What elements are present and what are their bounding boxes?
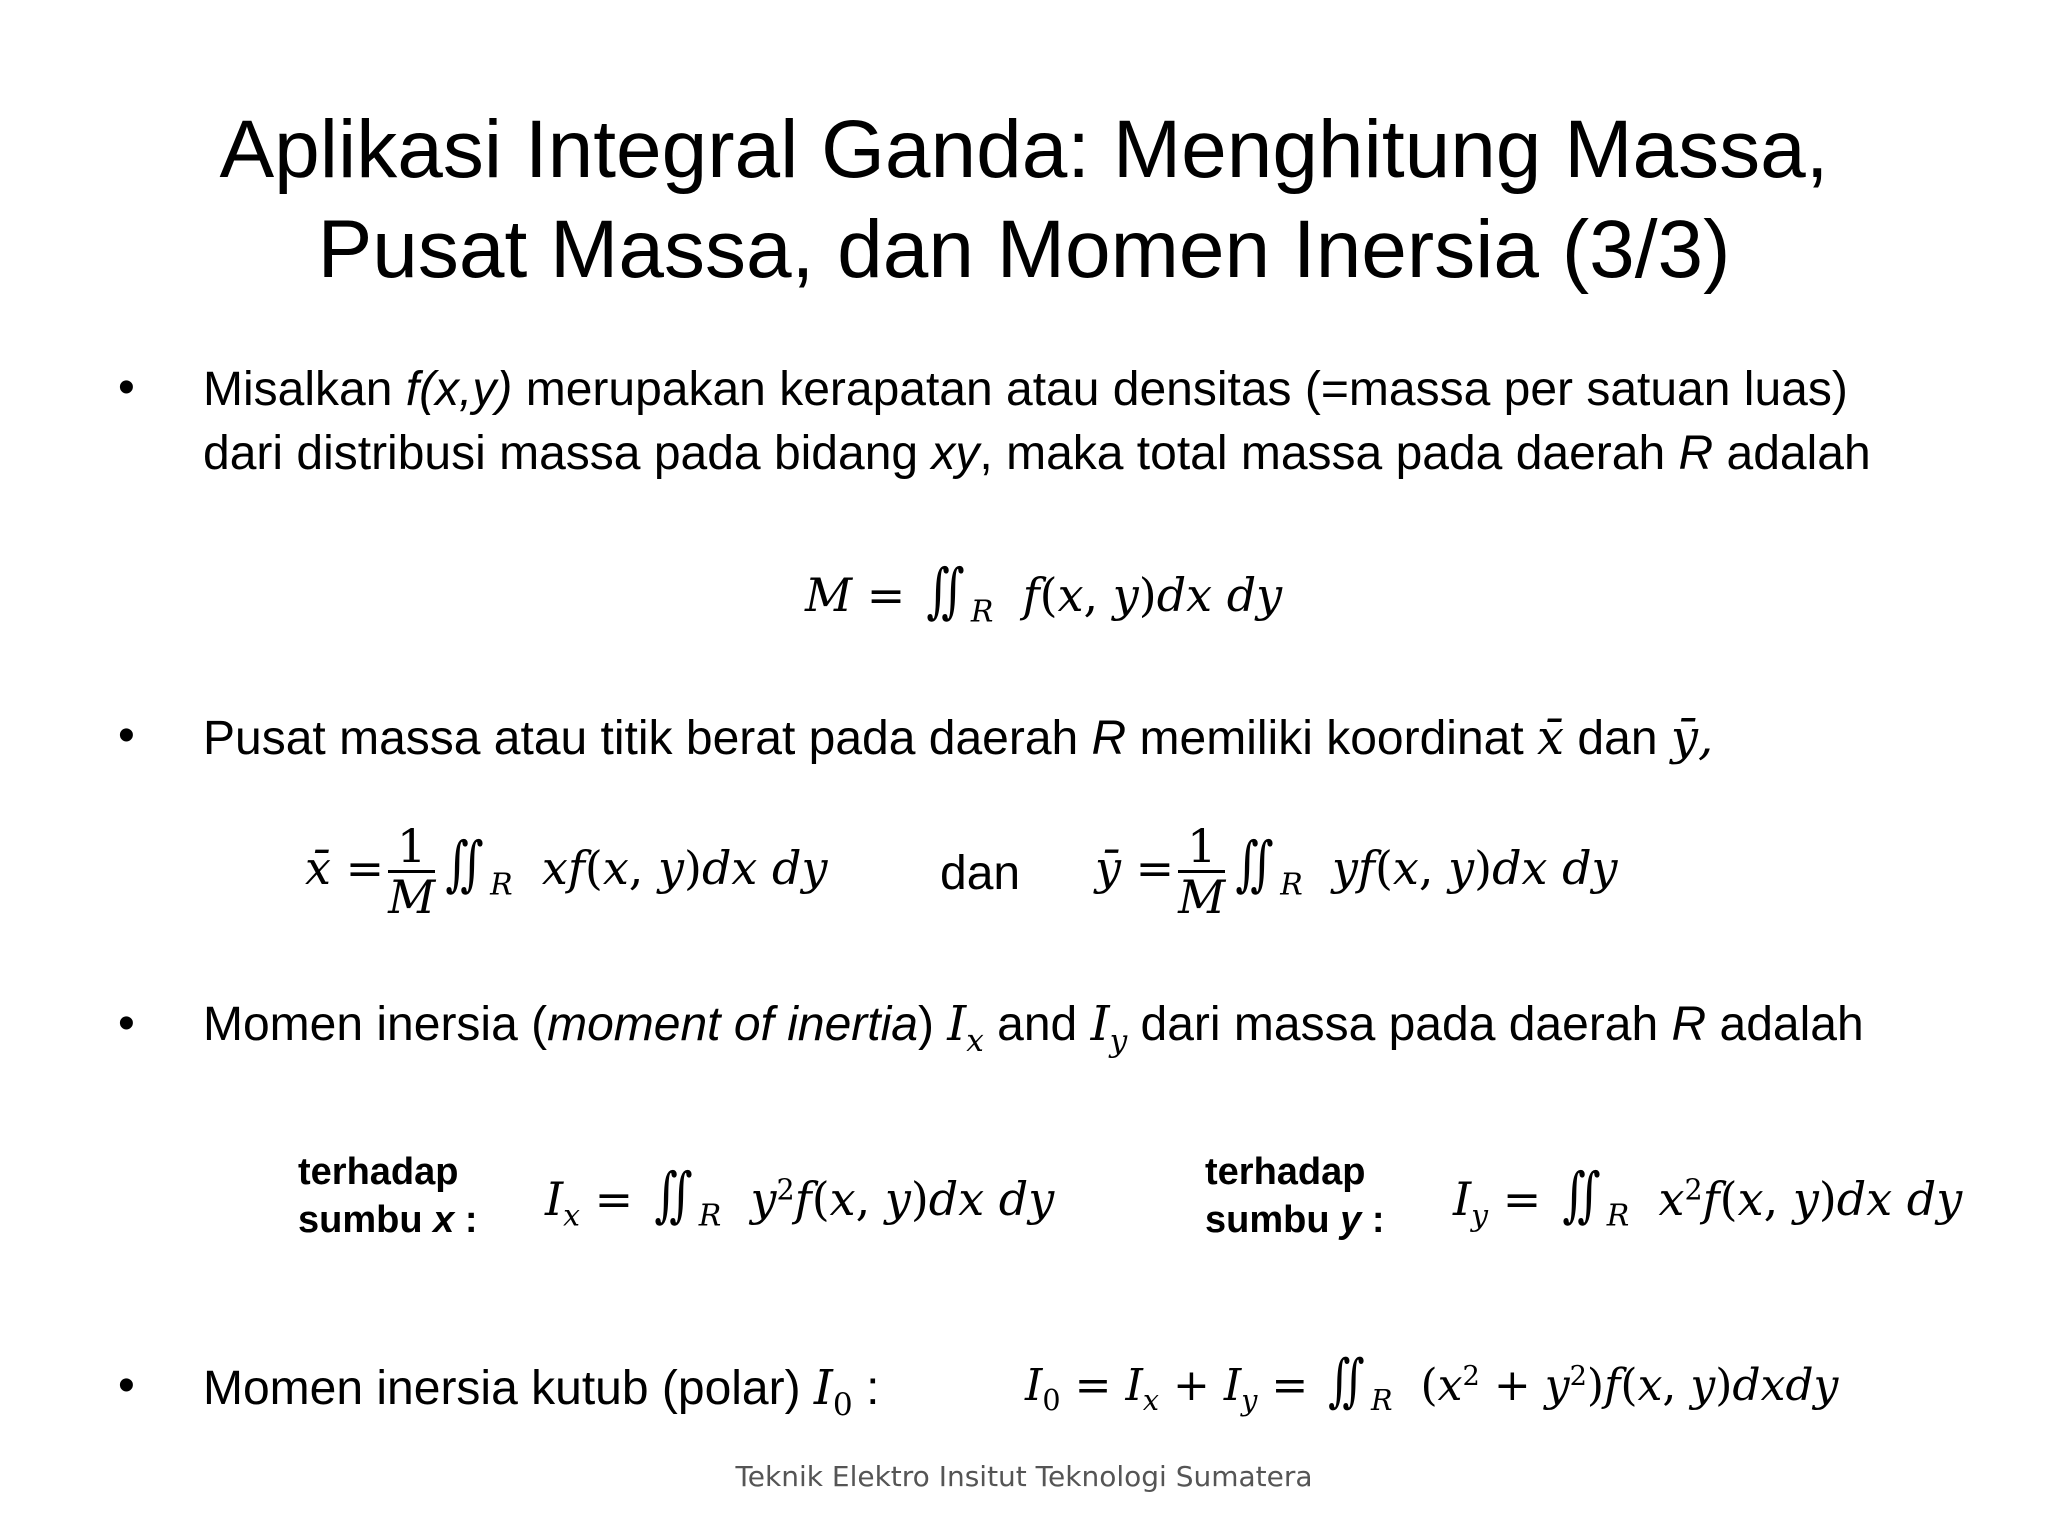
iy-formula: $I_y$ = ∬ $_R$ $x^2f(x$, y)dx dy <box>1453 1160 1963 1234</box>
bullet-3-dot: • <box>118 997 135 1050</box>
bullet-4-text: Momen inersia kutub (polar) $I_0$ : <box>203 1360 880 1423</box>
y-bar-formula: ȳ = $\frac{1}{M}$ ∬ $_R$ yf(x, y)dx dy <box>1095 819 1618 925</box>
bullet-3-text: Momen inersia (moment of inertia) $I_x$ and $I_y$ dari massa pada daerah R adalah <box>203 996 1864 1059</box>
i0-formula: $I_0 = I_x + I_y$ = ∬ $_R$ $(x^2 + y^2)f(x$, y)dxdy <box>1025 1348 1839 1417</box>
bullet-4-dot: • <box>118 1359 135 1412</box>
ix-formula: $I_x$ = ∬ $_R$ $y^2f(x$, y)dx dy <box>545 1160 1055 1234</box>
bullet-1-text: Misalkan f(x,y) merupakan kerapatan atau densitas (=massa per satuan luas) dari distribusi massa pada bidang xy, maka total massa pada daerah R adalah <box>203 363 1871 480</box>
bullet-2-text: Pusat massa atau titik berat pada daerah R memiliki koordinat x̄ dan ȳ, <box>203 710 1714 766</box>
bullet-2-dot: • <box>118 709 135 762</box>
bullet-1-dot: • <box>118 361 135 414</box>
title-line-2: Pusat Massa, dan Momen Inersia (3/3) <box>317 204 1731 295</box>
title-line-1: Aplikasi Integral Ganda: Menghitung Massa, <box>219 104 1829 195</box>
label-axis-y: terhadap sumbu y : <box>1205 1151 1385 1241</box>
dan-connector: dan <box>940 847 1021 900</box>
label-axis-x: terhadap sumbu x : <box>298 1151 478 1241</box>
mass-formula: M = ∬ $_R$ f(x, y)dx dy <box>805 556 1283 630</box>
x-bar-formula: x̄ = $\frac{1}{M}$ ∬ $_R$ xf(x, y)dx dy <box>305 819 828 925</box>
slide-title <box>0 100 2048 300</box>
slide-footer: Teknik Elektro Insitut Teknologi Sumatera <box>735 1460 1313 1493</box>
